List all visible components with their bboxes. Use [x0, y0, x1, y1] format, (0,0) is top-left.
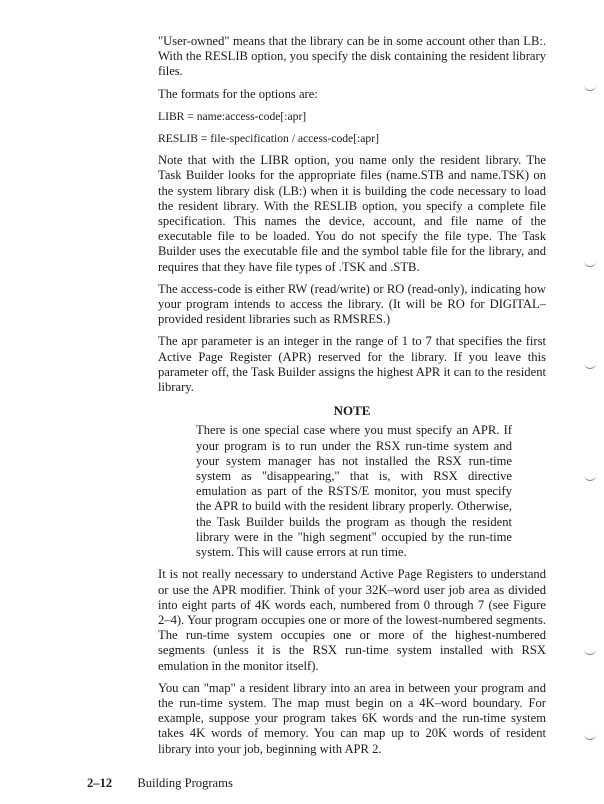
note-heading: NOTE	[333, 403, 371, 419]
section-title: Building Programs	[137, 776, 233, 790]
page-footer	[87, 776, 233, 791]
binding-hole-mark	[584, 260, 596, 267]
libr-format: LIBR = name:access-code[:apr]	[158, 109, 307, 123]
paragraph-user-owned: "User-owned" means that the library can be in some account other than LB:. With the RESLIB option, you specify the disk containing the resident library files.	[158, 34, 546, 79]
binding-hole-mark	[584, 474, 596, 481]
body-text	[158, 34, 546, 764]
paragraph-formats-intro: The formats for the options are:	[158, 86, 318, 101]
binding-hole-mark	[584, 648, 596, 655]
paragraph-access-code: The access-code is either RW (read/write) or RO (read-only), indicating how your program intends to access the library. (It will be RO for DIGITAL– provided resident libraries such as RMSRES.)	[158, 281, 546, 327]
note-text: There is one special case where you must specify an APR. If your program is to run under the RSX run-time system and your system manager has not installed the RSX run-time system as "disappearing," that is, with RSX directive emulation as part of the RSTS/E monitor, you must specify the APR to build with the resident library properly. Otherwise, the Task Builder builds the program as though the resident library were in the "high segment" occupied by the run-time system. This will cause errors at run time.	[196, 423, 512, 560]
paragraph-map-library: You can "map" a resident library into an area in between your program and the run-time system. The map must begin on a 4K–word boundary. For example, suppose your program takes 6K words and the run-time system takes 4K words of memory. You can map up to 20K words of resident library into your job, beginning with APR 2.	[158, 680, 546, 756]
page-number: 2–12	[87, 776, 113, 790]
binding-hole-mark	[584, 733, 596, 740]
paragraph-apr-explanation: It is not really necessary to understand Active Page Registers to understand or use the APR modifier. Think of your 32K–word user job area as divided into eight parts of 4K words each, numbered from 0 through 7 (see Figure 2–4). Your program occupies one or more of the lowest-numbered segments. The run-time system occupies one or more of the highest-numbered segments (unless it is the RSX run-time system installed with RSX emulation in the monitor itself).	[158, 567, 546, 673]
paragraph-apr-parameter: The apr parameter is an integer in the range of 1 to 7 that specifies the first Active Page Register (APR) reserved for the library. If you leave this parameter off, the Task Builder assigns the highest APR it can to the resident library.	[158, 334, 546, 395]
binding-hole-mark	[584, 84, 596, 91]
paragraph-libr-note: Note that with the LIBR option, you name only the resident library. The Task Builder looks for the appropriate files (name.STB and name.TSK) on the system library disk (LB:) when it is building the code necessary to load the resident library. With the RESLIB option, you specify a complete file specification. This names the device, account, and file name of the executable file to be loaded. You do not specify the file type. The Task Builder uses the executable file and the symbol table file for the library, and requires that they have file types of .TSK and .STB.	[158, 153, 546, 274]
binding-hole-mark	[584, 362, 596, 369]
reslib-format: RESLIB = file-specification / access-code[:apr]	[158, 132, 379, 146]
